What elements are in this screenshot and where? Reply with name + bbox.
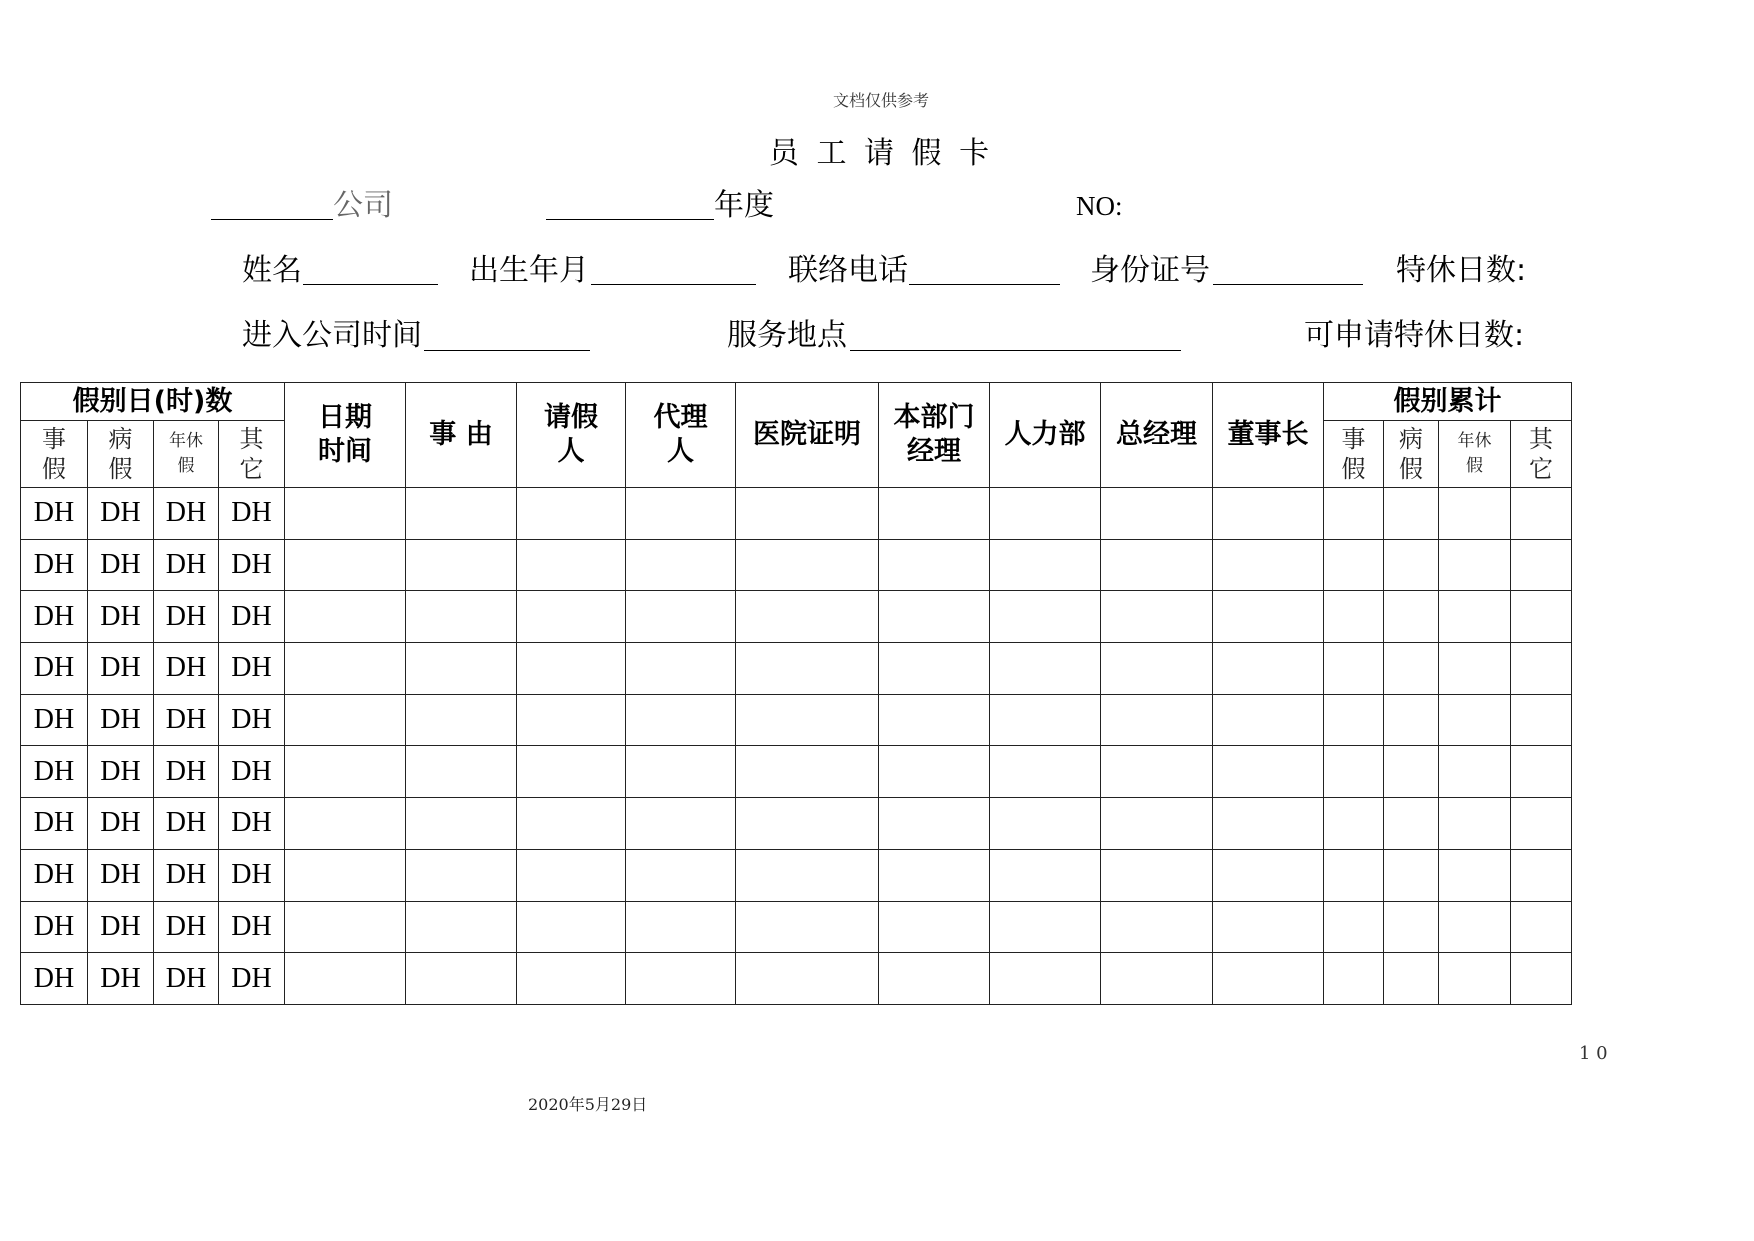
date-time-header: 日期 时间 [285, 383, 406, 488]
cumulative-other-leave-cell [1511, 746, 1572, 798]
annual-leave-days-cell: DH [154, 901, 219, 953]
work-location-field-blank [850, 350, 1181, 351]
cumulative-sick-leave-cell [1384, 488, 1439, 540]
general-manager-cell [1101, 643, 1213, 695]
dept-manager-cell [879, 591, 990, 643]
personal-leave-days-cell: DH [21, 953, 88, 1005]
leave-record-row [21, 694, 1572, 746]
cumulative-leave-group-header: 假别累计 [1324, 383, 1572, 421]
personal-leave-days-cell: DH [21, 849, 88, 901]
dept-manager-cell [879, 953, 990, 1005]
year-label: 年度 [714, 188, 774, 223]
general-manager-cell [1101, 798, 1213, 850]
cumulative-annual-leave-header: 年休 假 [1439, 421, 1511, 488]
phone-field-blank [909, 284, 1060, 285]
hospital-certificate-cell [736, 694, 879, 746]
hospital-certificate-cell [736, 591, 879, 643]
cumulative-sick-leave-cell [1384, 539, 1439, 591]
reason-header: 事 由 [406, 383, 517, 488]
cumulative-other-leave-header: 其 它 [1511, 421, 1572, 488]
substitute-cell [626, 746, 736, 798]
chairman-cell [1213, 798, 1324, 850]
general-manager-header: 总经理 [1101, 383, 1213, 488]
annual-leave-days-cell: DH [154, 591, 219, 643]
personal-leave-days-cell: DH [21, 746, 88, 798]
cumulative-sick-leave-cell [1384, 901, 1439, 953]
birth-date-label: 出生年月 [469, 253, 589, 288]
page-title: 员 工 请 假 卡 [768, 136, 994, 171]
cumulative-other-leave-cell [1511, 953, 1572, 1005]
sick-leave-days-cell: DH [88, 953, 154, 1005]
date-time-cell [285, 849, 406, 901]
chairman-header: 董事长 [1213, 383, 1324, 488]
other-leave-days-cell: DH [219, 798, 285, 850]
date-time-cell [285, 694, 406, 746]
hr-dept-header: 人力部 [990, 383, 1101, 488]
company-field-blank [211, 219, 333, 220]
date-time-cell [285, 488, 406, 540]
chairman-cell [1213, 746, 1324, 798]
dept-manager-cell [879, 643, 990, 695]
reason-cell [406, 694, 517, 746]
reason-cell [406, 901, 517, 953]
hr-dept-cell [990, 539, 1101, 591]
cumulative-sick-leave-cell [1384, 591, 1439, 643]
table-header-row [21, 383, 1572, 421]
hr-dept-cell [990, 953, 1101, 1005]
dept-manager-cell [879, 694, 990, 746]
dept-manager-cell [879, 901, 990, 953]
substitute-cell [626, 849, 736, 901]
leave-record-row [21, 746, 1572, 798]
personal-leave-days-cell: DH [21, 694, 88, 746]
annual-leave-days-cell: DH [154, 694, 219, 746]
reason-cell [406, 539, 517, 591]
other-leave-days-cell: DH [219, 643, 285, 695]
leave-record-table [20, 382, 1572, 1005]
sick-leave-days-cell: DH [88, 539, 154, 591]
cumulative-annual-leave-cell [1439, 746, 1511, 798]
applicant-cell [517, 488, 626, 540]
reason-cell [406, 643, 517, 695]
sick-leave-days-cell: DH [88, 643, 154, 695]
general-manager-cell [1101, 953, 1213, 1005]
substitute-cell [626, 539, 736, 591]
sick-leave-days-cell: DH [88, 901, 154, 953]
hospital-certificate-cell [736, 746, 879, 798]
applicant-cell [517, 643, 626, 695]
sick-leave-days-cell: DH [88, 849, 154, 901]
other-leave-days-cell: DH [219, 539, 285, 591]
dept-manager-cell [879, 798, 990, 850]
annual-leave-days-cell: DH [154, 539, 219, 591]
cumulative-annual-leave-cell [1439, 694, 1511, 746]
dept-manager-cell [879, 539, 990, 591]
substitute-header: 代理 人 [626, 383, 736, 488]
reason-cell [406, 488, 517, 540]
date-time-cell [285, 901, 406, 953]
hospital-certificate-header: 医院证明 [736, 383, 879, 488]
substitute-cell [626, 488, 736, 540]
personal-leave-days-cell: DH [21, 643, 88, 695]
applicant-header: 请假 人 [517, 383, 626, 488]
cumulative-personal-leave-cell [1324, 643, 1384, 695]
cumulative-personal-leave-cell [1324, 953, 1384, 1005]
join-date-label: 进入公司时间 [242, 318, 422, 353]
cumulative-personal-leave-cell [1324, 746, 1384, 798]
leave-record-row [21, 591, 1572, 643]
chairman-cell [1213, 849, 1324, 901]
dept-manager-cell [879, 746, 990, 798]
substitute-cell [626, 694, 736, 746]
annual-leave-days-cell: DH [154, 746, 219, 798]
hospital-certificate-cell [736, 953, 879, 1005]
substitute-cell [626, 901, 736, 953]
leave-record-row [21, 488, 1572, 540]
chairman-cell [1213, 488, 1324, 540]
general-manager-cell [1101, 488, 1213, 540]
cumulative-annual-leave-cell [1439, 798, 1511, 850]
cumulative-personal-leave-cell [1324, 849, 1384, 901]
dept-manager-cell [879, 488, 990, 540]
id-number-label: 身份证号 [1090, 253, 1210, 288]
cumulative-personal-leave-cell [1324, 901, 1384, 953]
applicant-cell [517, 953, 626, 1005]
header-note: 文档仅供参考 [832, 91, 929, 110]
applicant-cell [517, 591, 626, 643]
annual-leave-days-cell: DH [154, 488, 219, 540]
other-leave-days-cell: DH [219, 953, 285, 1005]
company-label: 公司 [333, 188, 393, 223]
cumulative-personal-leave-cell [1324, 539, 1384, 591]
cumulative-other-leave-cell [1511, 901, 1572, 953]
hospital-certificate-cell [736, 849, 879, 901]
reason-cell [406, 849, 517, 901]
year-field-blank [546, 219, 714, 220]
cumulative-annual-leave-cell [1439, 539, 1511, 591]
hospital-certificate-cell [736, 643, 879, 695]
sick-leave-days-cell: DH [88, 591, 154, 643]
hr-dept-cell [990, 849, 1101, 901]
cumulative-other-leave-cell [1511, 849, 1572, 901]
cumulative-other-leave-cell [1511, 694, 1572, 746]
hr-dept-cell [990, 643, 1101, 695]
cumulative-sick-leave-header: 病 假 [1384, 421, 1439, 488]
hr-dept-cell [990, 798, 1101, 850]
applicant-cell [517, 901, 626, 953]
annual-leave-days-cell: DH [154, 849, 219, 901]
cumulative-sick-leave-cell [1384, 643, 1439, 695]
applicant-cell [517, 849, 626, 901]
leave-record-row [21, 643, 1572, 695]
leave-record-body [21, 488, 1572, 1005]
general-manager-cell [1101, 849, 1213, 901]
general-manager-cell [1101, 694, 1213, 746]
date-time-cell [285, 591, 406, 643]
work-location-label: 服务地点 [727, 318, 847, 353]
sick-leave-days-cell: DH [88, 798, 154, 850]
hr-dept-cell [990, 591, 1101, 643]
date-time-cell [285, 953, 406, 1005]
cumulative-sick-leave-cell [1384, 849, 1439, 901]
other-leave-header: 其 它 [219, 421, 285, 488]
sick-leave-days-cell: DH [88, 488, 154, 540]
cumulative-other-leave-cell [1511, 591, 1572, 643]
general-manager-cell [1101, 591, 1213, 643]
personal-leave-days-cell: DH [21, 539, 88, 591]
applicant-cell [517, 746, 626, 798]
date-time-cell [285, 746, 406, 798]
cumulative-other-leave-cell [1511, 798, 1572, 850]
cumulative-annual-leave-cell [1439, 488, 1511, 540]
sick-leave-days-cell: DH [88, 746, 154, 798]
reason-cell [406, 953, 517, 1005]
birth-date-field-blank [591, 284, 756, 285]
reason-cell [406, 591, 517, 643]
other-leave-days-cell: DH [219, 694, 285, 746]
date-time-cell [285, 539, 406, 591]
leave-record-row [21, 539, 1572, 591]
cumulative-annual-leave-cell [1439, 591, 1511, 643]
cumulative-personal-leave-cell [1324, 488, 1384, 540]
sick-leave-header: 病 假 [88, 421, 154, 488]
date-time-cell [285, 643, 406, 695]
special-leave-days-label: 特休日数: [1396, 253, 1527, 288]
hr-dept-cell [990, 901, 1101, 953]
other-leave-days-cell: DH [219, 901, 285, 953]
reason-cell [406, 746, 517, 798]
hospital-certificate-cell [736, 488, 879, 540]
chairman-cell [1213, 539, 1324, 591]
number-label: NO: [1076, 191, 1123, 221]
hr-dept-cell [990, 694, 1101, 746]
annual-leave-days-cell: DH [154, 798, 219, 850]
other-leave-days-cell: DH [219, 488, 285, 540]
available-special-leave-label: 可申请特休日数: [1304, 318, 1525, 353]
leave-days-group-header: 假别日(时)数 [21, 383, 285, 421]
cumulative-personal-leave-cell [1324, 591, 1384, 643]
date-time-cell [285, 798, 406, 850]
cumulative-annual-leave-cell [1439, 953, 1511, 1005]
cumulative-annual-leave-cell [1439, 849, 1511, 901]
cumulative-annual-leave-cell [1439, 643, 1511, 695]
annual-leave-header: 年休 假 [154, 421, 219, 488]
name-label: 姓名 [242, 253, 302, 288]
annual-leave-days-cell: DH [154, 953, 219, 1005]
general-manager-cell [1101, 901, 1213, 953]
join-date-field-blank [424, 350, 590, 351]
applicant-cell [517, 539, 626, 591]
cumulative-sick-leave-cell [1384, 694, 1439, 746]
cumulative-sick-leave-cell [1384, 746, 1439, 798]
cumulative-personal-leave-cell [1324, 694, 1384, 746]
reason-cell [406, 798, 517, 850]
cumulative-other-leave-cell [1511, 643, 1572, 695]
substitute-cell [626, 798, 736, 850]
hospital-certificate-cell [736, 798, 879, 850]
substitute-cell [626, 591, 736, 643]
leave-record-row [21, 953, 1572, 1005]
personal-leave-days-cell: DH [21, 591, 88, 643]
sick-leave-days-cell: DH [88, 694, 154, 746]
name-field-blank [303, 284, 438, 285]
general-manager-cell [1101, 539, 1213, 591]
phone-label: 联络电话 [788, 253, 908, 288]
chairman-cell [1213, 901, 1324, 953]
cumulative-other-leave-cell [1511, 539, 1572, 591]
other-leave-days-cell: DH [219, 591, 285, 643]
substitute-cell [626, 953, 736, 1005]
hr-dept-cell [990, 746, 1101, 798]
cumulative-sick-leave-cell [1384, 953, 1439, 1005]
personal-leave-header: 事 假 [21, 421, 88, 488]
leave-record-row [21, 849, 1572, 901]
applicant-cell [517, 694, 626, 746]
chairman-cell [1213, 643, 1324, 695]
page-number: 1 0 [1579, 1043, 1608, 1064]
annual-leave-days-cell: DH [154, 643, 219, 695]
general-manager-cell [1101, 746, 1213, 798]
cumulative-annual-leave-cell [1439, 901, 1511, 953]
chairman-cell [1213, 591, 1324, 643]
chairman-cell [1213, 953, 1324, 1005]
personal-leave-days-cell: DH [21, 798, 88, 850]
chairman-cell [1213, 694, 1324, 746]
personal-leave-days-cell: DH [21, 901, 88, 953]
other-leave-days-cell: DH [219, 746, 285, 798]
hr-dept-cell [990, 488, 1101, 540]
leave-record-row [21, 901, 1572, 953]
cumulative-personal-leave-cell [1324, 798, 1384, 850]
other-leave-days-cell: DH [219, 849, 285, 901]
id-number-field-blank [1213, 284, 1363, 285]
dept-manager-header: 本部门 经理 [879, 383, 990, 488]
hospital-certificate-cell [736, 901, 879, 953]
hospital-certificate-cell [736, 539, 879, 591]
applicant-cell [517, 798, 626, 850]
cumulative-personal-leave-header: 事 假 [1324, 421, 1384, 488]
cumulative-other-leave-cell [1511, 488, 1572, 540]
dept-manager-cell [879, 849, 990, 901]
footer-date: 2020年5月29日 [528, 1095, 648, 1114]
personal-leave-days-cell: DH [21, 488, 88, 540]
substitute-cell [626, 643, 736, 695]
leave-record-row [21, 798, 1572, 850]
cumulative-sick-leave-cell [1384, 798, 1439, 850]
